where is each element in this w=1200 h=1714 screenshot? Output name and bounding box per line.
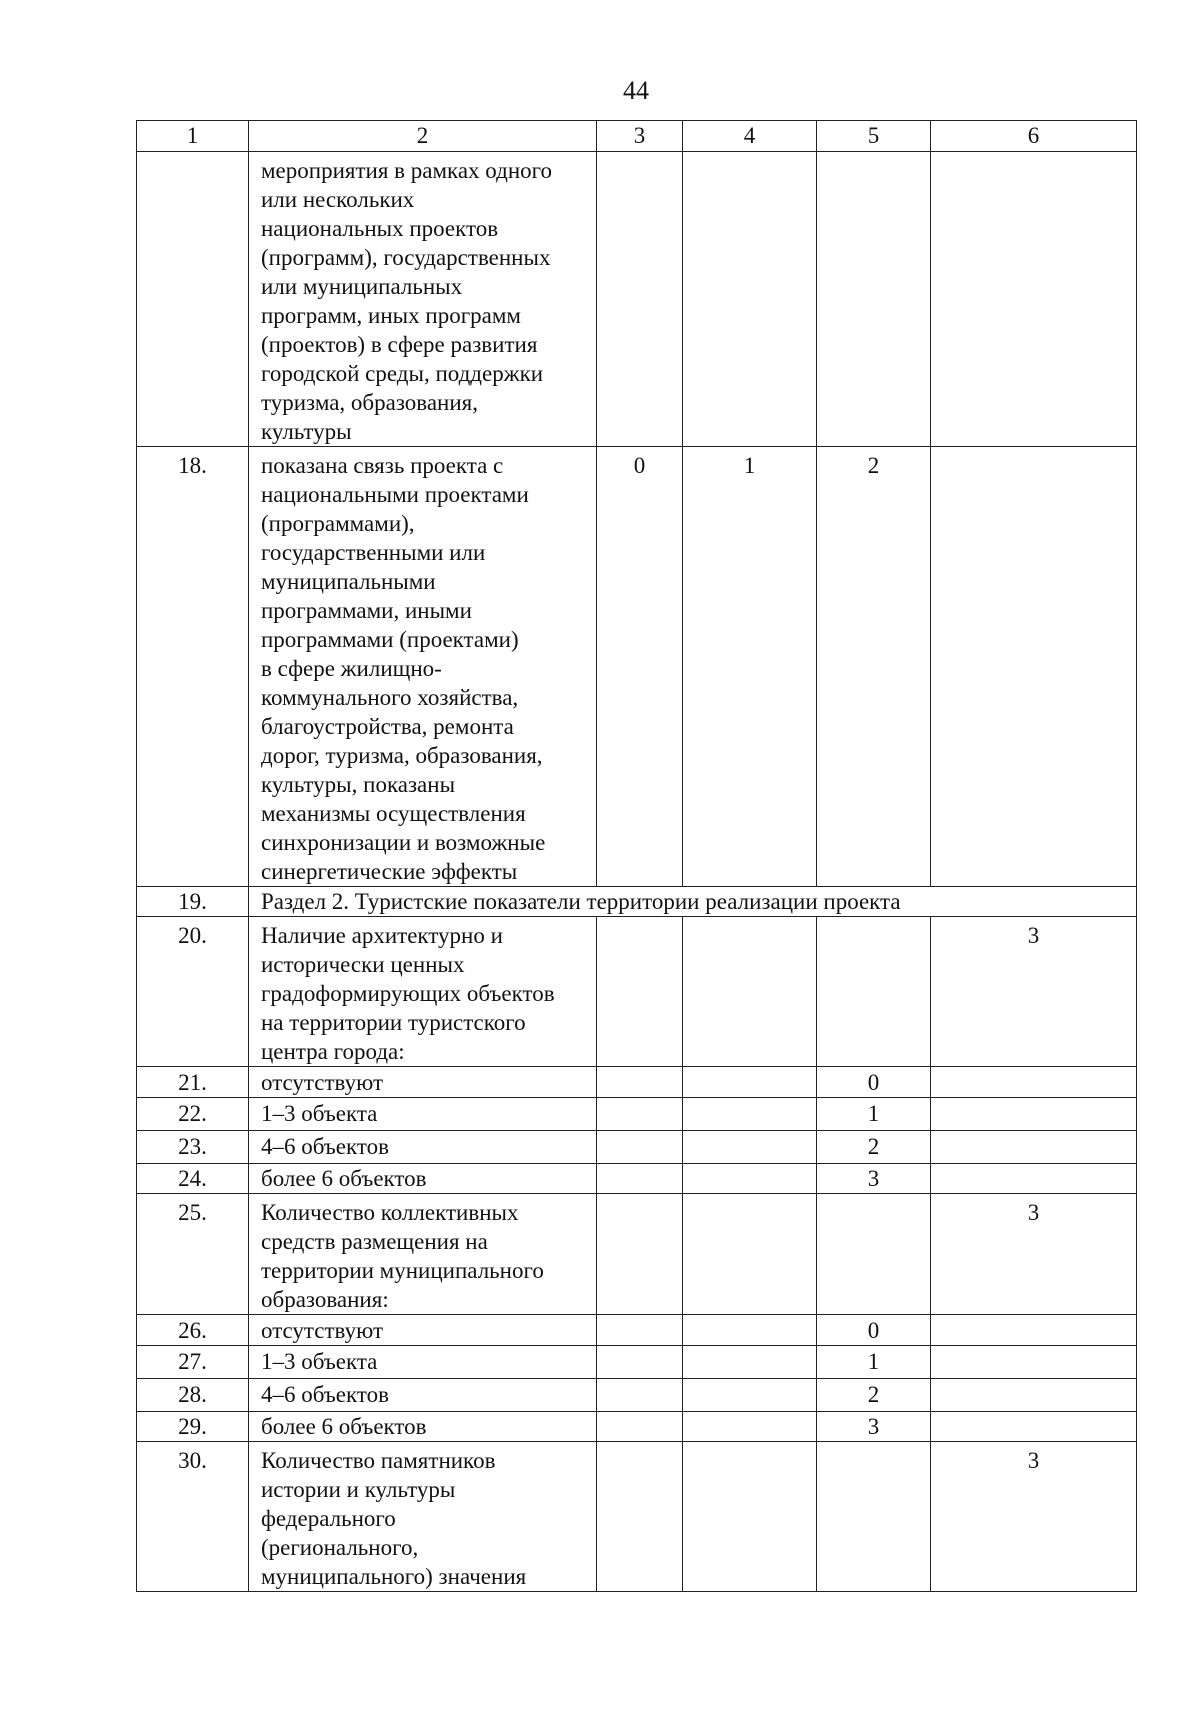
score-cell bbox=[817, 152, 931, 447]
table-row bbox=[137, 447, 1137, 887]
column-header: 4 bbox=[683, 121, 817, 152]
max-score-cell bbox=[931, 1098, 1137, 1131]
score-cell bbox=[597, 1412, 683, 1442]
table-row bbox=[137, 152, 1137, 447]
score-cell bbox=[597, 1098, 683, 1131]
column-header: 3 bbox=[597, 121, 683, 152]
row-number: 29. bbox=[137, 1412, 249, 1442]
table-row bbox=[137, 1379, 1137, 1412]
row-description: Количество памятников истории и культуры федерального (регионального, муниципального) значения bbox=[249, 1442, 597, 1592]
max-score-cell bbox=[931, 1346, 1137, 1379]
criteria-table bbox=[136, 120, 1137, 1592]
score-cell: 2 bbox=[817, 447, 931, 887]
row-description: показана связь проекта с национальными проектами (программами), государственными или муниципальными программами, иными программами (проектами) в сфере жилищно- коммунального хозяйства, благоустройства, ремонта дорог, туризма, образования, культуры, показаны механизмы осуществления синхронизации и возможные синергетические эффекты bbox=[249, 447, 597, 887]
row-description: 1–3 объекта bbox=[249, 1346, 597, 1379]
column-header: 5 bbox=[817, 121, 931, 152]
table-row bbox=[137, 1346, 1137, 1379]
score-cell bbox=[597, 1379, 683, 1412]
score-cell bbox=[597, 152, 683, 447]
score-cell: 2 bbox=[817, 1379, 931, 1412]
score-cell bbox=[683, 1067, 817, 1098]
score-cell bbox=[683, 917, 817, 1067]
table-row bbox=[137, 1098, 1137, 1131]
score-cell bbox=[817, 917, 931, 1067]
row-description: более 6 объектов bbox=[249, 1412, 597, 1442]
row-description: 4–6 объектов bbox=[249, 1131, 597, 1164]
score-cell bbox=[597, 1131, 683, 1164]
row-number: 30. bbox=[137, 1442, 249, 1592]
row-number: 27. bbox=[137, 1346, 249, 1379]
max-score-cell: 3 bbox=[931, 1194, 1137, 1315]
row-number: 20. bbox=[137, 917, 249, 1067]
section-row bbox=[137, 887, 1137, 917]
score-cell: 0 bbox=[817, 1315, 931, 1346]
score-cell: 2 bbox=[817, 1131, 931, 1164]
max-score-cell bbox=[931, 1315, 1137, 1346]
score-cell bbox=[683, 1194, 817, 1315]
table-row bbox=[137, 1315, 1137, 1346]
score-cell bbox=[683, 152, 817, 447]
table-row bbox=[137, 1194, 1137, 1315]
score-cell bbox=[683, 1379, 817, 1412]
row-number: 19. bbox=[137, 887, 249, 917]
column-header: 1 bbox=[137, 121, 249, 152]
table-header-row bbox=[137, 121, 1137, 152]
table-row bbox=[137, 917, 1137, 1067]
score-cell: 1 bbox=[817, 1098, 931, 1131]
section-title: Раздел 2. Туристские показатели территории реализации проекта bbox=[249, 887, 1137, 917]
score-cell bbox=[597, 1067, 683, 1098]
max-score-cell bbox=[931, 152, 1137, 447]
column-header: 6 bbox=[931, 121, 1137, 152]
score-cell bbox=[683, 1412, 817, 1442]
max-score-cell bbox=[931, 1131, 1137, 1164]
row-number bbox=[137, 152, 249, 447]
table-row bbox=[137, 1442, 1137, 1592]
score-cell bbox=[683, 1164, 817, 1194]
score-cell bbox=[597, 1194, 683, 1315]
max-score-cell bbox=[931, 1412, 1137, 1442]
score-cell: 0 bbox=[597, 447, 683, 887]
max-score-cell bbox=[931, 1067, 1137, 1098]
row-number: 22. bbox=[137, 1098, 249, 1131]
column-header: 2 bbox=[249, 121, 597, 152]
row-number: 21. bbox=[137, 1067, 249, 1098]
score-cell bbox=[683, 1346, 817, 1379]
row-number: 26. bbox=[137, 1315, 249, 1346]
score-cell bbox=[597, 1164, 683, 1194]
row-number: 25. bbox=[137, 1194, 249, 1315]
max-score-cell bbox=[931, 1379, 1137, 1412]
score-cell bbox=[683, 1098, 817, 1131]
row-description: 4–6 объектов bbox=[249, 1379, 597, 1412]
score-cell: 1 bbox=[817, 1346, 931, 1379]
table-row bbox=[137, 1067, 1137, 1098]
max-score-cell: 3 bbox=[931, 1442, 1137, 1592]
score-cell: 3 bbox=[817, 1164, 931, 1194]
row-description: мероприятия в рамках одного или нескольких национальных проектов (программ), государственных или муниципальных программ, иных программ (проектов) в сфере развития городской среды, поддержки туризма, образования, культуры bbox=[249, 152, 597, 447]
score-cell: 1 bbox=[683, 447, 817, 887]
max-score-cell: 3 bbox=[931, 917, 1137, 1067]
score-cell bbox=[817, 1194, 931, 1315]
table-row bbox=[137, 1412, 1137, 1442]
score-cell: 3 bbox=[817, 1412, 931, 1442]
score-cell bbox=[597, 1346, 683, 1379]
row-number: 24. bbox=[137, 1164, 249, 1194]
row-description: Количество коллективных средств размещения на территории муниципального образования: bbox=[249, 1194, 597, 1315]
row-description: Наличие архитектурно и исторически ценных градоформирующих объектов на территории туристского центра города: bbox=[249, 917, 597, 1067]
score-cell bbox=[683, 1315, 817, 1346]
row-number: 18. bbox=[137, 447, 249, 887]
score-cell bbox=[683, 1442, 817, 1592]
row-description: отсутствуют bbox=[249, 1067, 597, 1098]
row-description: 1–3 объекта bbox=[249, 1098, 597, 1131]
page-number: 44 bbox=[623, 76, 649, 105]
score-cell bbox=[597, 1442, 683, 1592]
score-cell bbox=[683, 1131, 817, 1164]
table-row bbox=[137, 1131, 1137, 1164]
row-number: 28. bbox=[137, 1379, 249, 1412]
score-cell bbox=[817, 1442, 931, 1592]
max-score-cell bbox=[931, 1164, 1137, 1194]
table-row bbox=[137, 1164, 1137, 1194]
row-number: 23. bbox=[137, 1131, 249, 1164]
row-description: отсутствуют bbox=[249, 1315, 597, 1346]
score-cell: 0 bbox=[817, 1067, 931, 1098]
score-cell bbox=[597, 1315, 683, 1346]
score-cell bbox=[597, 917, 683, 1067]
row-description: более 6 объектов bbox=[249, 1164, 597, 1194]
max-score-cell bbox=[931, 447, 1137, 887]
